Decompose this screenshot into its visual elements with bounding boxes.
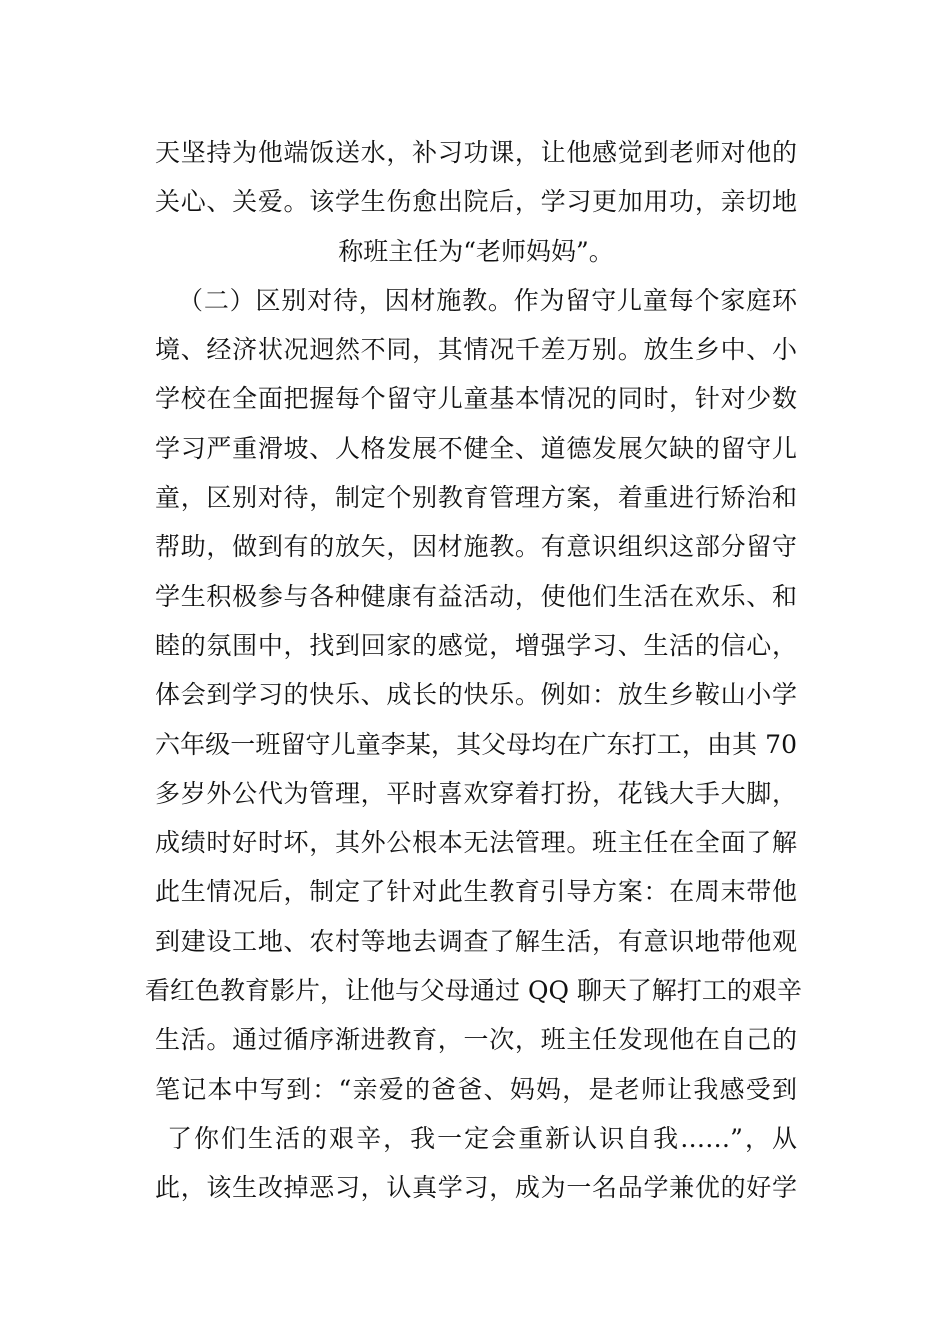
text-line: 童，区别对待，制定个别教育管理方案，着重进行矫治和 [155, 483, 797, 513]
text-line: 帮助，做到有的放矢，因材施教。有意识组织这部分留守 [155, 532, 797, 562]
text-line: 学校在全面把握每个留守儿童基本情况的同时，针对少数 [155, 384, 797, 414]
text-line: 此，该生改掉恶习，认真学习，成为一名品学兼优的好学 [155, 1173, 797, 1203]
text-line: 看红色教育影片，让他与父母通过 QQ 聊天了解打工的艰辛 [145, 976, 802, 1006]
body-text [145, 128, 802, 1213]
paragraph-heading-line: （二）区别对待，因材施教。作为留守儿童每个家庭环 [178, 285, 797, 315]
text-line: 到建设工地、农村等地去调查了解生活，有意识地带他观 [155, 926, 797, 956]
text-line: 体会到学习的快乐、成长的快乐。例如：放生乡鞍山小学 [155, 680, 797, 710]
text-line: 成绩时好时坏，其外公根本无法管理。班主任在全面了解 [155, 828, 797, 858]
text-line: 天坚持为他端饭送水，补习功课，让他感觉到老师对他的 [155, 138, 797, 167]
text-line: 关心、关爱。该学生伤愈出院后，学习更加用功，亲切地 [155, 187, 797, 217]
text-line: 笔记本中写到：“亲爱的爸爸、妈妈，是老师让我感受到 [155, 1074, 797, 1104]
text-line: 了你们生活的艰辛，我一定会重新认识自我……”，从 [167, 1123, 797, 1153]
text-line: 学生积极参与各种健康有益活动，使他们生活在欢乐、和 [155, 581, 797, 611]
text-line: 称班主任为“老师妈妈”。 [338, 236, 614, 266]
text-line: 六年级一班留守儿童李某，其父母均在广东打工，由其 70 [155, 729, 797, 759]
text-line: 境、经济状况迥然不同，其情况千差万别。放生乡中、小 [155, 335, 797, 365]
text-line: 睦的氛围中，找到回家的感觉，增强学习、生活的信心， [155, 630, 797, 660]
text-line: 学习严重滑坡、人格发展不健全、道德发展欠缺的留守儿 [155, 433, 797, 463]
text-line: 多岁外公代为管理，平时喜欢穿着打扮，花钱大手大脚， [155, 778, 797, 808]
text-line: 生活。通过循序渐进教育，一次，班主任发现他在自己的 [155, 1025, 797, 1055]
text-line: 此生情况后，制定了针对此生教育引导方案：在周末带他 [155, 877, 797, 907]
